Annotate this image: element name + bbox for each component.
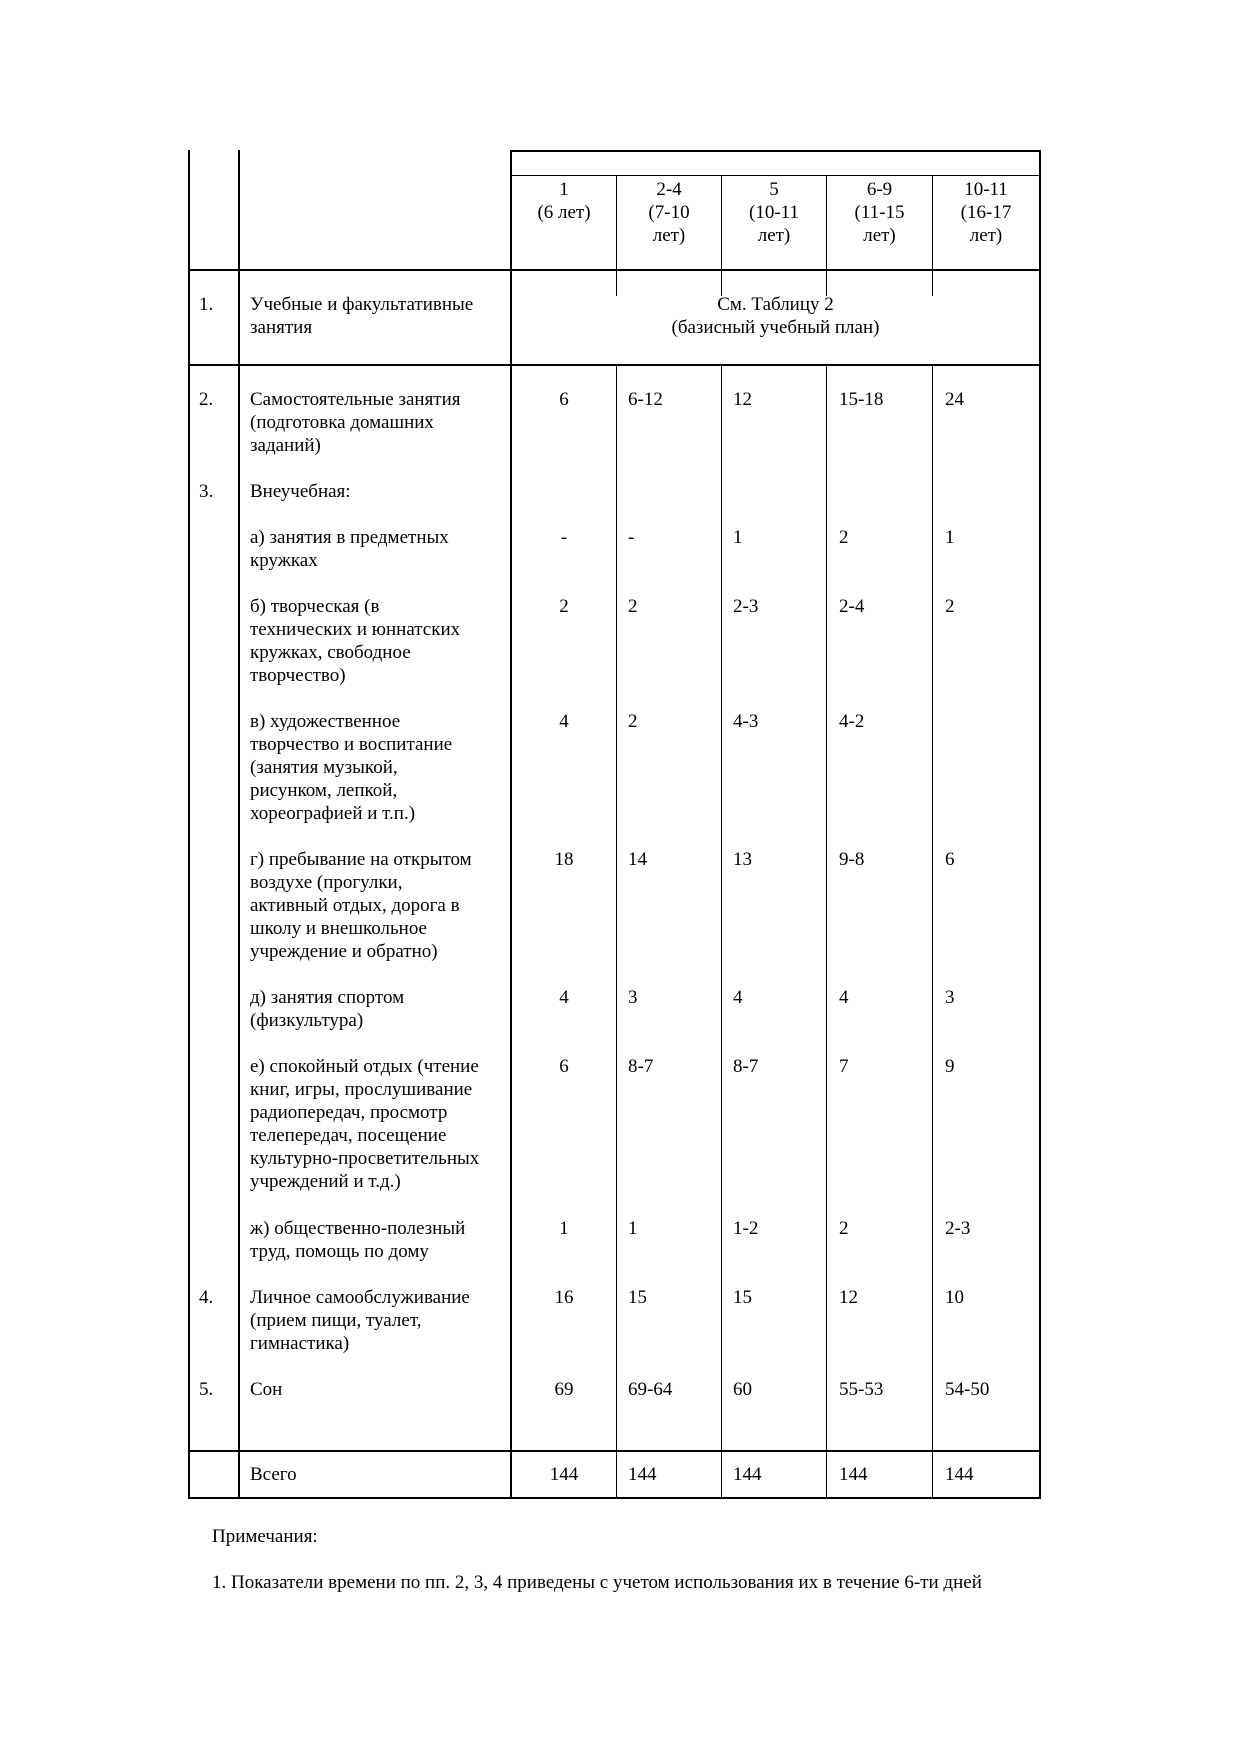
row-label: Учебные и факультативные занятия — [250, 294, 474, 338]
total-label: Всего — [250, 1464, 297, 1485]
cell-value: 12 — [839, 1287, 858, 1308]
row-number: 5. — [199, 1379, 214, 1400]
row-divider — [510, 175, 1041, 176]
total-value: 144 — [733, 1464, 762, 1485]
cell-value: 6 — [559, 389, 569, 410]
row-divider — [188, 364, 1041, 366]
cell-value: 2-3 — [733, 596, 759, 617]
cell-value: 6 — [945, 849, 955, 870]
cell-value: 2 — [945, 596, 955, 617]
header-grade: 10-11 — [964, 179, 1008, 200]
cell-value: 2-4 — [839, 596, 865, 617]
cell-value: 8-7 — [733, 1056, 759, 1077]
cell-value: 4-2 — [839, 711, 865, 732]
table-border-right — [1039, 150, 1041, 1499]
row-label: д) занятия спортом (физкультура) — [250, 987, 405, 1031]
row-label: Внеучебная: — [250, 481, 351, 502]
cell-value: 6-12 — [628, 389, 663, 410]
cell-value: 69-64 — [628, 1379, 673, 1400]
cell-value: 4 — [559, 987, 569, 1008]
cell-value: 69 — [554, 1379, 574, 1400]
header-grade: 6-9 — [866, 179, 893, 200]
total-value: 144 — [549, 1464, 579, 1485]
row-label: а) занятия в предметных кружках — [250, 527, 449, 571]
row-number: 2. — [199, 389, 214, 410]
cell-value: 15 — [733, 1287, 752, 1308]
header-age: (16-17 лет) — [960, 202, 1012, 246]
cell-value: 1 — [733, 527, 743, 548]
cell-value: 16 — [554, 1287, 574, 1308]
row-label: ж) общественно-полезный труд, помощь по дому — [250, 1218, 466, 1262]
cell-value: 9-8 — [839, 849, 865, 870]
cell-value: 2 — [559, 596, 569, 617]
cell-value: 2 — [628, 596, 638, 617]
column-divider — [721, 366, 722, 1499]
cell-value: 4-3 — [733, 711, 759, 732]
cell-value: - — [628, 527, 635, 548]
cell-value: 1 — [628, 1218, 638, 1239]
cell-value: 24 — [945, 389, 964, 410]
cell-value: 1-2 — [733, 1218, 759, 1239]
cell-value: 7 — [839, 1056, 849, 1077]
cell-value: 1 — [945, 527, 955, 548]
row-label: в) художественное творчество и воспитание (занятия музыкой, рисунком, лепкой, хореографией и т.п.) — [250, 711, 453, 824]
header-grade: 5 — [769, 179, 779, 200]
cell-value: 4 — [733, 987, 743, 1008]
column-divider — [932, 366, 933, 1499]
row-number: 3. — [199, 481, 214, 502]
cell-value: 4 — [839, 987, 849, 1008]
cell-value: 55-53 — [839, 1379, 884, 1400]
cell-value: 15-18 — [839, 389, 884, 410]
cell-value: 15 — [628, 1287, 647, 1308]
row-divider — [188, 1497, 1041, 1499]
cell-value: 10 — [945, 1287, 964, 1308]
row-label: Личное самообслуживание (прием пищи, туалет, гимнастика) — [250, 1287, 470, 1354]
column-divider — [616, 366, 617, 1499]
table-border-left — [188, 150, 190, 1499]
notes-title: Примечания: — [212, 1526, 318, 1547]
cell-value: 8-7 — [628, 1056, 654, 1077]
notes-text: 1. Показатели времени по пп. 2, 3, 4 приведены с учетом использования их в течение 6-ти дней — [212, 1572, 982, 1593]
row-divider — [188, 1450, 1041, 1452]
row-label: Самостоятельные занятия (подготовка домашних заданий) — [250, 389, 461, 456]
cell-value: 2 — [839, 1218, 849, 1239]
cell-value: 1 — [559, 1218, 569, 1239]
row-note: См. Таблицу 2 (базисный учебный план) — [671, 294, 880, 338]
total-value: 144 — [628, 1464, 657, 1485]
row-label: г) пребывание на открытом воздухе (прогулки, активный отдых, дорога в школу и внешкольное учреждение и обратно) — [250, 849, 472, 962]
cell-value: 9 — [945, 1056, 955, 1077]
row-label: б) творческая (в технических и юннатских кружках, свободное творчество) — [250, 596, 461, 686]
cell-value: 3 — [628, 987, 638, 1008]
row-label: е) спокойный отдых (чтение книг, игры, прослушивание радиопередач, просмотр телепередач, посещение культурно-просветительных учреждений и т.д.) — [250, 1056, 480, 1192]
row-number: 1. — [199, 294, 214, 315]
row-number: 4. — [199, 1287, 214, 1308]
header-age: (11-15 лет) — [854, 202, 905, 246]
row-label: Сон — [250, 1379, 283, 1400]
cell-value: 60 — [733, 1379, 752, 1400]
cell-value: 2-3 — [945, 1218, 971, 1239]
header-age: (7-10 лет) — [648, 202, 690, 246]
header-age: (6 лет) — [537, 202, 591, 223]
total-value: 144 — [945, 1464, 974, 1485]
header-grade: 2-4 — [656, 179, 682, 200]
row-divider — [510, 150, 1041, 152]
cell-value: 12 — [733, 389, 752, 410]
total-value: 144 — [839, 1464, 868, 1485]
header-age: (10-11 лет) — [749, 202, 799, 246]
cell-value: 6 — [559, 1056, 569, 1077]
column-divider — [826, 366, 827, 1499]
cell-value: 54-50 — [945, 1379, 990, 1400]
cell-value: 18 — [554, 849, 574, 870]
row-divider — [188, 269, 1041, 271]
cell-value: 2 — [839, 527, 849, 548]
cell-value: 2 — [628, 711, 638, 732]
cell-value: 3 — [945, 987, 955, 1008]
column-divider — [238, 150, 240, 1499]
cell-value: 14 — [628, 849, 647, 870]
time-budget-table — [188, 150, 1041, 1499]
header-grade: 1 — [559, 179, 569, 200]
cell-value: 13 — [733, 849, 752, 870]
cell-value: 4 — [559, 711, 569, 732]
cell-value: - — [560, 527, 568, 548]
